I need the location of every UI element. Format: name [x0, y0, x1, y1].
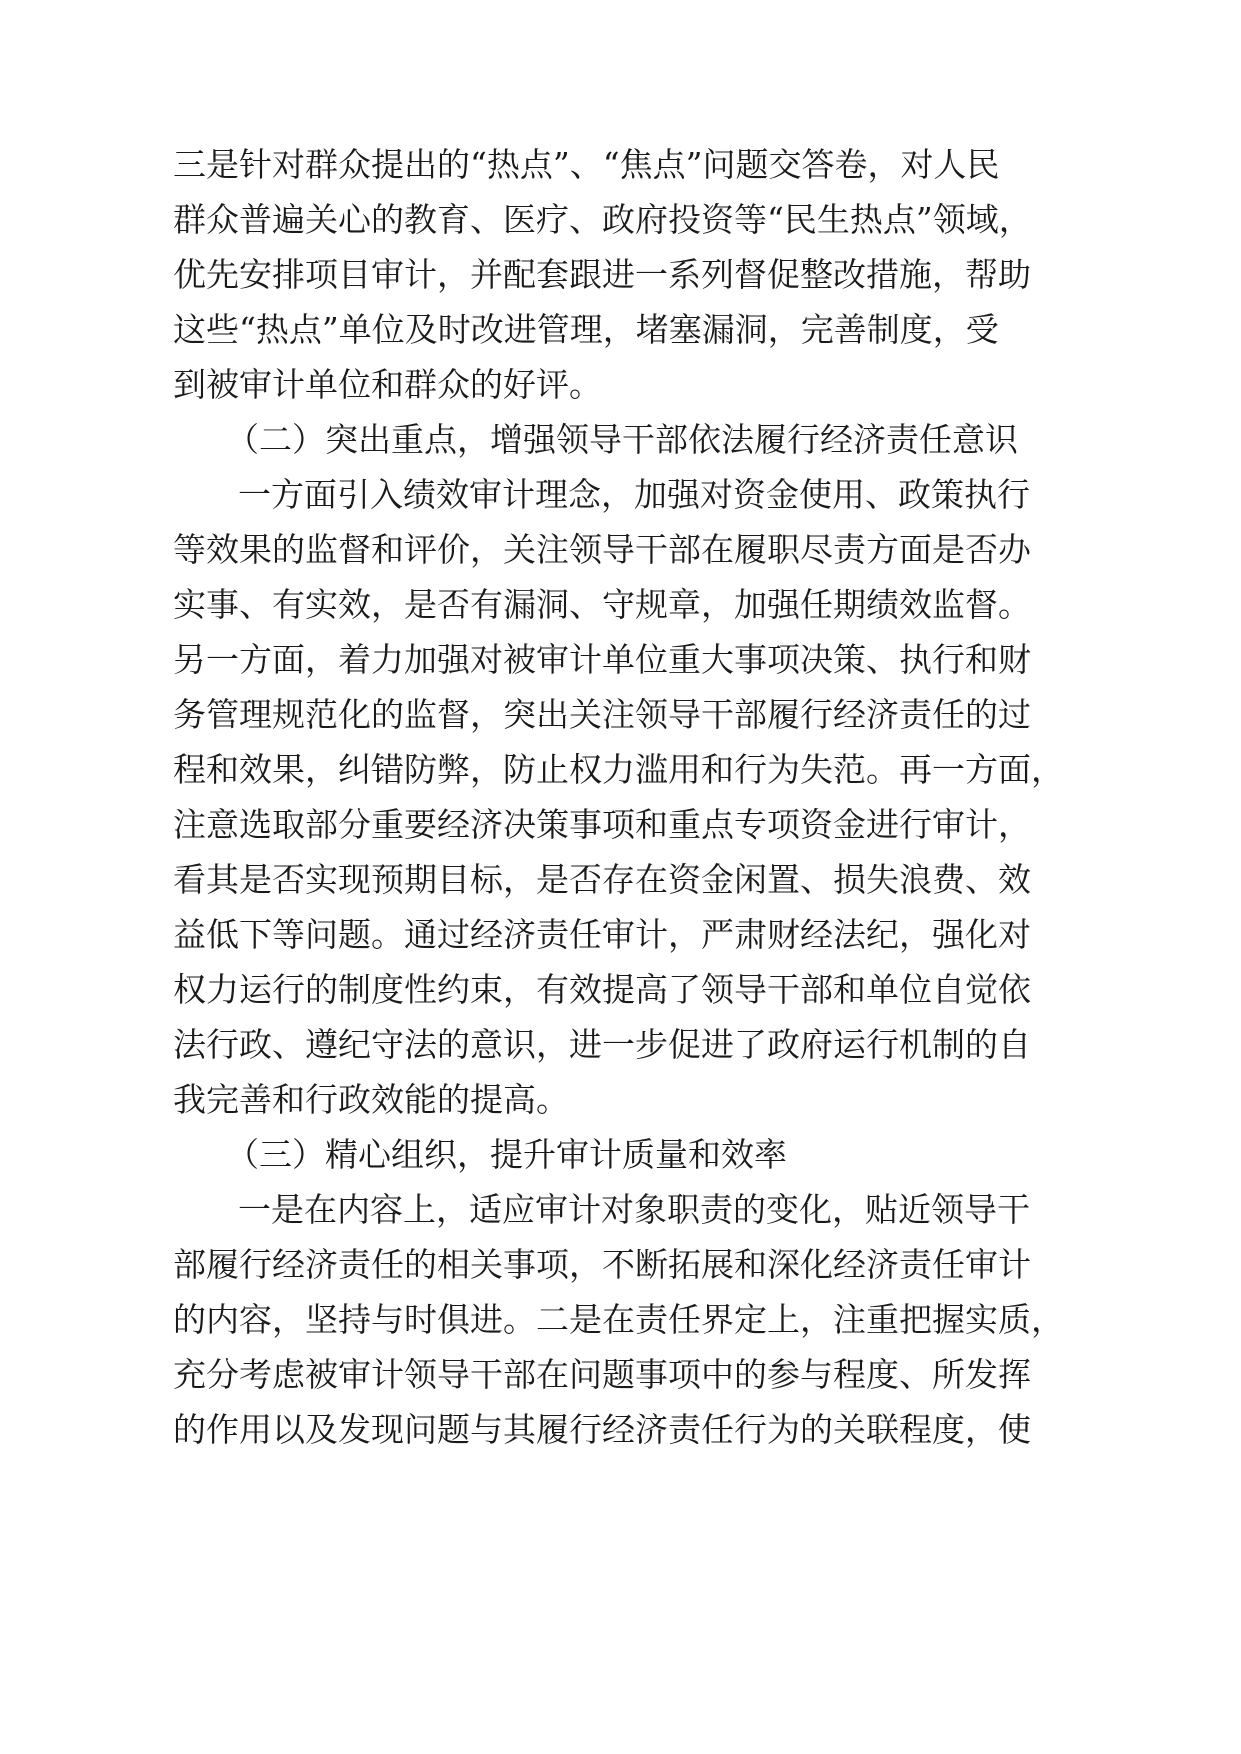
text-line: 的内容，坚持与时俱进。二是在责任界定上，注重把握实质， — [173, 1300, 1064, 1339]
text-line: 程和效果，纠错防弊，防止权力滥用和行为失范。再一方面， — [173, 750, 1064, 789]
text-line: 这些“热点”单位及时改进管理，堵塞漏洞，完善制度，受 — [173, 310, 999, 349]
text-line: 等效果的监督和评价，关注领导干部在履职尽责方面是否办 — [173, 530, 1031, 569]
text-line: 一方面引入绩效审计理念，加强对资金使用、政策执行 — [238, 475, 1030, 514]
text-line: 实事、有实效，是否有漏洞、守规章，加强任期绩效监督。 — [173, 585, 1031, 624]
text-line: 一是在内容上，适应审计对象职责的变化，贴近领导干 — [238, 1190, 1030, 1229]
section-heading-2: （二）突出重点，增强领导干部依法履行经济责任意识 — [226, 420, 1018, 459]
text-line: 另一方面，着力加强对被审计单位重大事项决策、执行和财 — [173, 640, 1031, 679]
text-line: 到被审计单位和群众的好评。 — [173, 365, 602, 404]
text-line: 群众普遍关心的教育、医疗、政府投资等“民生热点”领域， — [173, 200, 1032, 239]
text-line: 权力运行的制度性约束，有效提高了领导干部和单位自觉依 — [173, 970, 1031, 1009]
section-heading-3: （三）精心组织，提升审计质量和效率 — [226, 1135, 787, 1174]
text-line: 看其是否实现预期目标，是否存在资金闲置、损失浪费、效 — [173, 860, 1031, 899]
text-line: 优先安排项目审计，并配套跟进一系列督促整改措施，帮助 — [173, 255, 1031, 294]
text-line: 充分考虑被审计领导干部在问题事项中的参与程度、所发挥 — [173, 1355, 1031, 1394]
text-line: 部履行经济责任的相关事项，不断拓展和深化经济责任审计 — [173, 1245, 1031, 1284]
text-line: 注意选取部分重要经济决策事项和重点专项资金进行审计， — [173, 805, 1031, 844]
text-line: 务管理规范化的监督，突出关注领导干部履行经济责任的过 — [173, 695, 1031, 734]
text-line: 三是针对群众提出的“热点”、“焦点”问题交答卷，对人民 — [173, 145, 1000, 184]
text-line: 我完善和行政效能的提高。 — [173, 1080, 569, 1119]
text-line: 法行政、遵纪守法的意识，进一步促进了政府运行机制的自 — [173, 1025, 1031, 1064]
text-line: 益低下等问题。通过经济责任审计，严肃财经法纪，强化对 — [173, 915, 1031, 954]
text-line: 的作用以及发现问题与其履行经济责任行为的关联程度，使 — [173, 1410, 1031, 1449]
